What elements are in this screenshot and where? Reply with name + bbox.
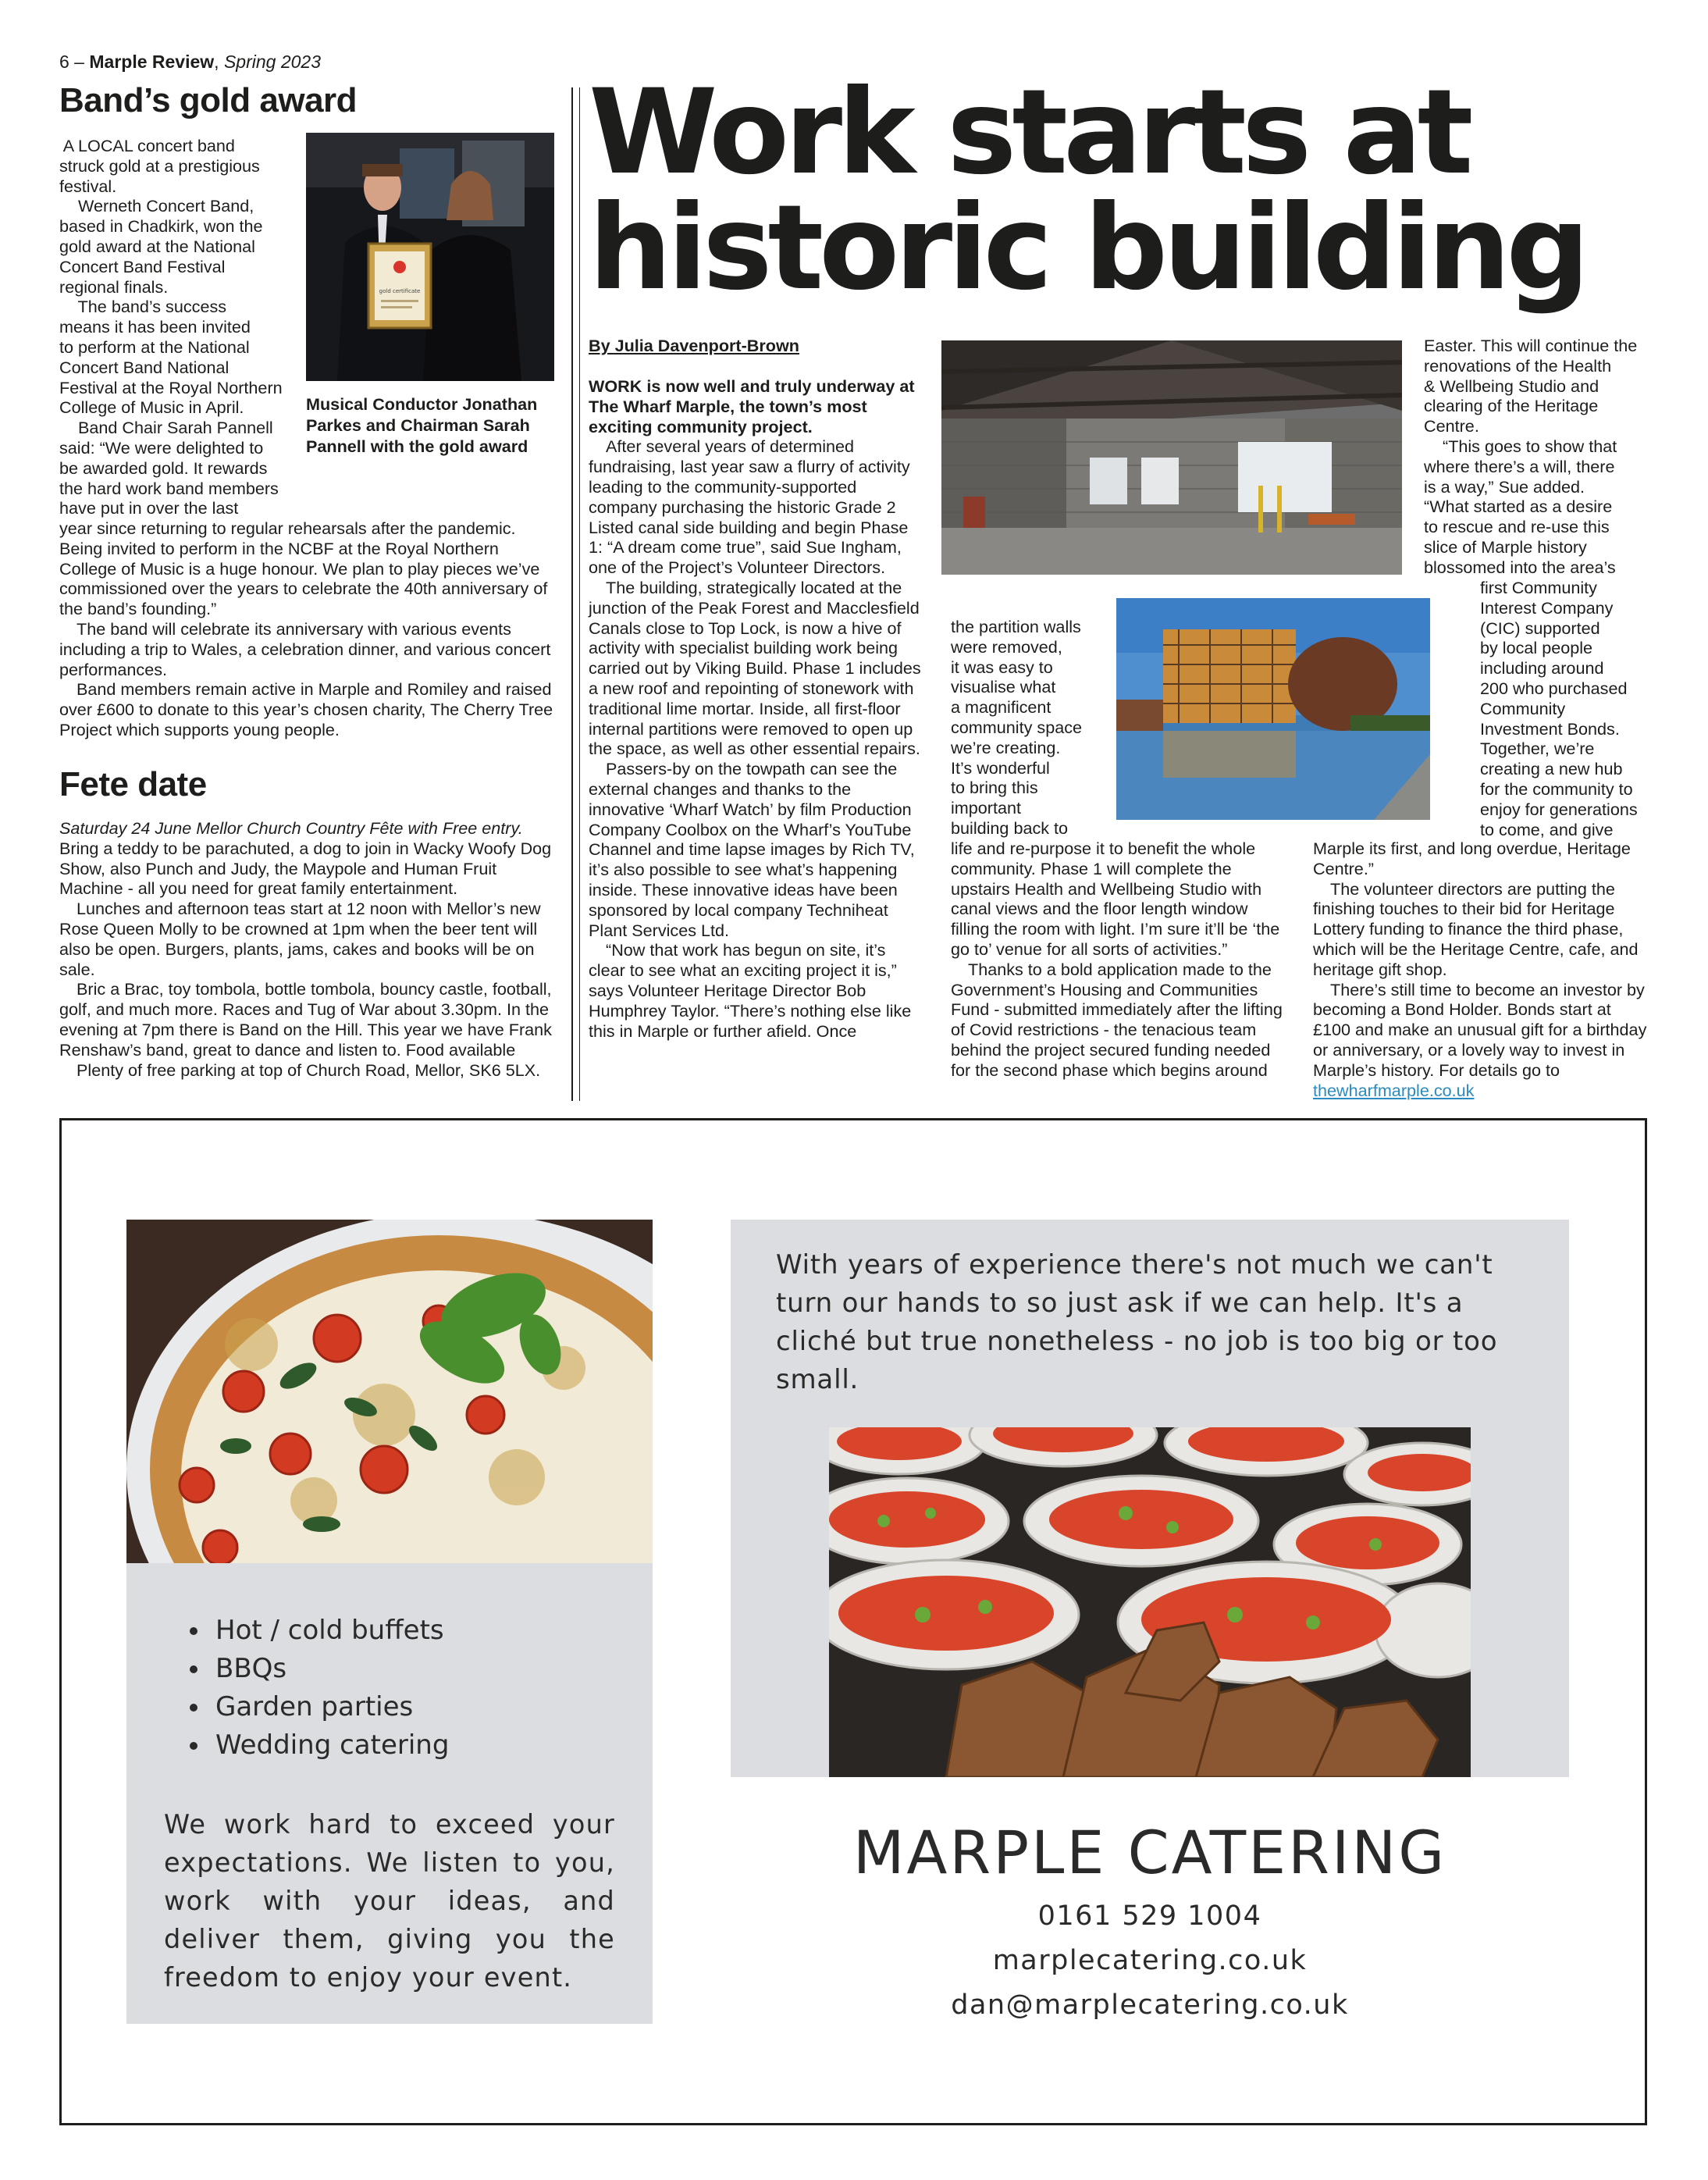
text-line: enjoy for generations [1480,799,1638,819]
text-line: The band’s success [59,297,227,317]
band-full-text [59,518,556,740]
text-line: renovations of the Health [1424,355,1612,376]
text-line: building back to [951,818,1069,838]
wharf-para: The volunteer directors are putting the finishing touches to their bid for Heritage Lottery funding to finance the third phase, which will be the Heritage Centre, cafe, and heritage gift shop. [1313,878,1639,979]
text-line: struck gold at a prestigious [59,155,260,176]
wharf-para: Thanks to a bold application made to the Government’s Housing and Communities Fund - submitted immediately after the lifting of Covid restrictions - the tenacious team behind the project secured funding needed for the second phase which begins around [951,959,1283,1080]
headline-line: historic building [589,180,1585,316]
text-line: where there’s a will, there [1424,456,1615,476]
text-line: Community [1480,698,1566,718]
band-photo [306,133,554,381]
service-item: • BBQs [211,1650,449,1688]
column-rule [571,87,573,1101]
text-line: including around [1480,658,1604,679]
wharf-headline [589,65,1585,316]
text-line: a magnificent [951,697,1051,718]
text-line: the hard work band members [59,478,279,498]
text-line: Easter. This will continue the [1424,336,1638,355]
text-line: community space [951,717,1083,737]
fete-text [59,818,556,1080]
text-line: we’re creating. [951,737,1061,757]
text-line: clearing of the Heritage [1424,396,1599,416]
folio-issue: Spring 2023 [223,52,321,72]
text-line: Centre. [1424,416,1479,436]
service-item: • Garden parties [211,1688,449,1726]
byline: By Julia Davenport-Brown [589,336,799,355]
text-line: festival. [59,176,117,196]
folio: 6 – Marple Review, Spring 2023 [59,52,321,72]
scaffold-photo-image [1116,598,1430,820]
wharf-para: There’s still time to become an investor by becoming a Bond Holder. Bonds start at £100 and make an unusual gift for a birthday or anniversary, or a lovely way to invest in Marple’s history. For details go to [1313,979,1647,1080]
text-line: for the community to [1480,778,1633,799]
text-line: visualise what [951,677,1056,697]
text-line: to come, and give [1480,819,1614,839]
text-line: “This goes to show that [1424,436,1617,456]
text-line: 200 who purchased [1480,678,1628,698]
band-wrap-text [59,136,309,518]
fete-para: Bric a Brac, toy tombola, bottle tombola, bouncy castle, football, golf, and much more. Races and Tug of War about 3.30pm. In the evening at 7pm there is Band on the Hill. This year we have Frank Renshaw’s band, great to dance and listen to. Food available [59,979,552,1060]
interior-photo [941,340,1402,575]
band-caption: Musical Conductor Jonathan Parkes and Chairman Sarah Pannell with the gold award [306,394,538,456]
wharf-col3-wrap [1480,578,1652,839]
certificate-label: gold certificate [379,288,421,294]
service-item: • Wedding catering [211,1726,449,1765]
band-para: Band members remain active in Marple and Romiley and raised over £600 to donate to this year’s chosen charity, The Cherry Tree Project which supports young people. [59,679,553,739]
quiche-photo [126,1220,653,1563]
text-line: be awarded gold. It rewards [59,458,268,478]
wharf-link[interactable]: thewharfmarple.co.uk [1313,1080,1475,1100]
headline-line: Work starts at [589,65,1469,201]
text-line: Concert Band National [59,357,230,377]
text-line: College of Music in April. [59,397,244,418]
catering-phone[interactable]: 0161 529 1004 [1037,1900,1262,1932]
wharf-col2 [951,839,1288,1081]
text-line: (CIC) supported [1480,618,1600,638]
text-line: by local people [1480,638,1593,658]
fete-para: Plenty of free parking at top of Church Road, Mellor, SK6 5LX. [77,1060,541,1080]
band-heading: Band’s gold award [59,81,358,119]
services-list [164,1612,449,1765]
fete-lead: Saturday 24 June Mellor Church Country Fête with Free entry. [59,818,523,838]
text-line: is a way,” Sue added. [1424,476,1585,497]
wharf-para: The building, strategically located at the junction of the Peak Forest and Macclesfield Canals close to Top Lock, is now a hive of activity with specialist building work being carried out by Viking Build. Phase 1 includes a new roof and repointing of stonework with traditional lime mortar. Inside, all first-floor internal partitions were removed to open up the space, as well as other essential repairs. [589,577,921,759]
folio-page: 6 – [59,52,84,72]
text-line: Band Chair Sarah Pannell [59,418,273,438]
text-line: the partition walls [951,617,1081,636]
text-line: Werneth Concert Band, [59,196,254,216]
text-line: important [951,798,1022,818]
text-line: creating a new hub [1480,759,1623,779]
text-line: & Wellbeing Studio and [1424,376,1599,396]
text-line: to rescue and re-use this [1424,517,1610,537]
catering-website[interactable]: marplecatering.co.uk [992,1945,1308,1976]
intro-text: With years of experience there's not much we can't turn our hands to so just ask if we can help. It's a cliché but true nonetheless - no job is too big or too small. [776,1249,1498,1395]
text-line: means it has been invited [59,317,251,337]
column-rule [579,87,580,1101]
text-line: first Community [1480,578,1597,597]
wharf-col2-wrap [951,617,1112,839]
catering-email[interactable]: dan@marplecatering.co.uk [951,1989,1349,2021]
text-line: Interest Company [1480,597,1614,618]
salad-photo-image [829,1427,1471,1777]
wharf-para: “Now that work has begun on site, it’s clear to see what an exciting project it is,” says Volunteer Heritage Director Bob Humphrey Taylor. “There’s nothing else like this in Marple or further afield. Once [589,940,912,1041]
wharf-para: life and re-purpose it to benefit the whole community. Phase 1 will complete the upstairs Health and Wellbeing Studio with canal views and the floor length window filling the room with light. I’m sure it’ll be ‘the go to’ venue for all sorts of activities.” [951,839,1280,959]
services-pitch: We work hard to exceed your expectations. We listen to you, work with your ideas, and deliver them, giving you the freedom to enjoy your event. [164,1809,615,1993]
wharf-para: Marple its first, and long overdue, Heritage Centre.” [1313,839,1631,878]
service-item: • Hot / cold buffets [211,1612,449,1650]
wharf-col3-top [1424,336,1655,578]
scaffold-photo [1112,593,1430,820]
text-line: blossomed into the area’s [1424,557,1616,577]
band-para: year since returning to regular rehearsals after the pandemic. Being invited to perform in the NCBF at the Royal Northern College of Music is a huge honour. We plan to play pieces we’ve commissioned over the years to celebrate the 40th anniversary of the band’s founding.” [59,518,548,619]
fete-para: Bring a teddy to be parachuted, a dog to join in Wacky Woofy Dog Show, also Punch and Judy, the Maypole and Human Fruit Machine - all you need for great family entertainment. [59,838,552,899]
text-line: It’s wonderful [951,757,1050,778]
catering-contact [731,1894,1569,2028]
text-line: were removed, [951,636,1062,657]
wharf-col3 [1313,839,1650,1100]
fete-heading: Fete date [59,765,207,803]
text-line: have put in over the last [59,498,239,518]
catering-title: MARPLE CATERING [852,1818,1447,1887]
text-line: to bring this [951,778,1038,798]
folio-publication: Marple Review [89,52,215,72]
services-panel [126,1563,653,2024]
text-line: A LOCAL concert band [59,136,235,155]
text-line: regional finals. [59,276,169,297]
wharf-para: Passers-by on the towpath can see the external changes and thanks to the innovative ‘Wharf Watch’ by film Production Company Coolbox on the Wharf’s YouTube Channel and time lapse images by Rich TV, it’s also possible to see what’s happening inside. These innovative ideas have been sponsored by local company Techniheat Plant Services Ltd. [589,759,915,940]
band-photo-image [306,133,554,381]
fete-para: Lunches and afternoon teas start at 12 noon with Mellor’s new Rose Queen Molly to be crowned at 1pm when the beer tent will also be open. Burgers, plants, jams, cakes and books will be on sale. [59,899,541,979]
text-line: to perform at the National [59,337,250,357]
intro-panel [731,1220,1569,1777]
band-para: The band will celebrate its anniversary with various events including a trip to Wales, a celebration dinner, and various concert performances. [59,618,551,679]
text-line: Together, we’re [1480,739,1595,759]
text-line: “What started as a desire [1424,497,1613,517]
quiche-photo-image [126,1220,653,1563]
text-line: said: “We were delighted to [59,437,264,458]
text-line: Festival at the Royal Northern [59,377,283,397]
wharf-lead: WORK is now well and truly underway at The Wharf Marple, the town’s most exciting community project. [589,376,915,436]
text-line: slice of Marple history [1424,536,1587,557]
salad-photo [829,1427,1471,1777]
text-line: Concert Band Festival [59,256,226,276]
text-line: it was easy to [951,657,1053,677]
text-line: based in Chadkirk, won the [59,216,263,237]
interior-photo-image [941,340,1402,575]
wharf-col1 [589,376,923,1041]
text-line: gold award at the National [59,236,255,256]
text-line: Investment Bonds. [1480,718,1620,739]
wharf-para: After several years of determined fundraising, last year saw a flurry of activity leading to the community-supported company purchasing the historic Grade 2 Listed canal side building and begin Phase 1: “A dream come true”, said Sue Ingham, one of the Project’s Volunteer Directors. [589,436,910,578]
